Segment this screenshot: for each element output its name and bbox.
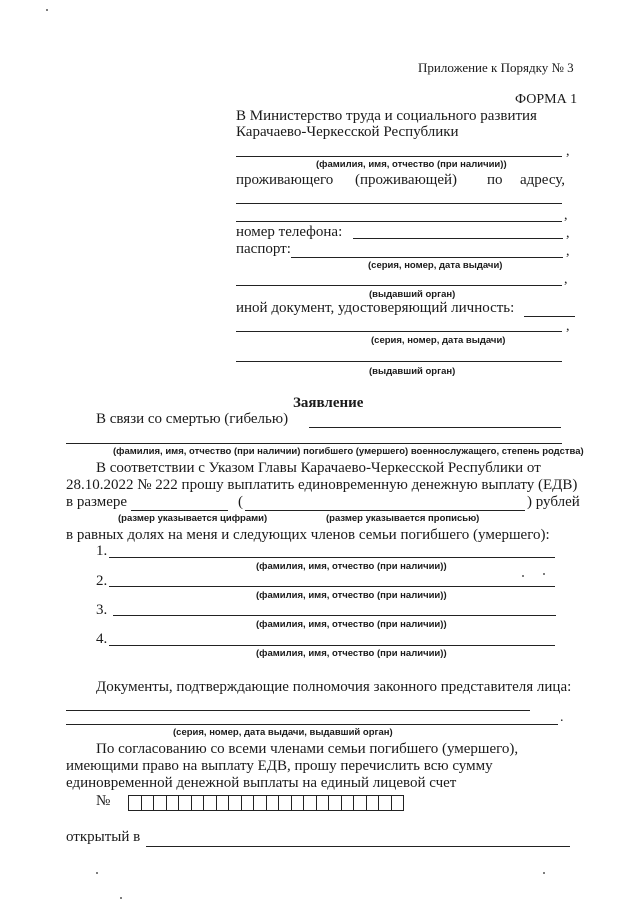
amount-label: в размере xyxy=(66,494,128,510)
passport-issuer-field[interactable] xyxy=(236,285,562,286)
member-3-caption: (фамилия, имя, отчество (при наличии)) xyxy=(256,619,447,630)
representative-docs-field-b[interactable] xyxy=(66,724,558,725)
other-doc-label: иной документ, удостоверяющий личность: xyxy=(236,300,515,316)
consent-line3: единовременной денежной выплаты на единый лицевой счет xyxy=(66,775,457,791)
address-label: адресу, xyxy=(520,172,566,188)
passport-label: паспорт: xyxy=(236,241,291,257)
comma: , xyxy=(566,226,570,241)
comma: , xyxy=(566,144,570,159)
representative-docs-label: Документы, подтверждающие полномочия законного представителя лица: xyxy=(96,679,572,695)
scan-speck xyxy=(543,573,545,575)
comma: , xyxy=(564,208,568,223)
period: . xyxy=(560,710,564,725)
issuer-caption: (выдавший орган) xyxy=(369,289,456,300)
member-3-number: 3. xyxy=(96,602,108,618)
applicant-name-field[interactable] xyxy=(236,156,562,157)
scan-speck xyxy=(543,872,545,874)
address-field-1[interactable] xyxy=(236,203,562,204)
member-3-field[interactable] xyxy=(113,615,556,616)
comma: , xyxy=(566,244,570,259)
words-caption: (размер указывается прописью) xyxy=(326,513,480,524)
other-issuer-caption: (выдавший орган) xyxy=(369,366,456,377)
fio-caption: (фамилия, имя, отчество (при наличии)) xyxy=(316,159,507,170)
consent-line2: имеющими право на выплату ЕДВ, прошу перечислить всю сумму xyxy=(66,758,493,774)
address-field-2[interactable] xyxy=(236,221,562,222)
member-2-field[interactable] xyxy=(109,586,555,587)
other-doc-issuer-field[interactable] xyxy=(236,361,562,362)
deceased-caption: (фамилия, имя, отчество (при наличии) погибшего (умершего) военнослужащего, степень родства) xyxy=(113,446,584,457)
page-title: Заявление xyxy=(293,395,364,411)
member-4-field[interactable] xyxy=(109,645,555,646)
by-label: по xyxy=(487,172,503,188)
digits-caption: (размер указывается цифрами) xyxy=(118,513,268,524)
consent-line1: По согласованию со всеми членами семьи погибшего (умершего), xyxy=(96,741,519,757)
passport-caption: (серия, номер, дата выдачи) xyxy=(368,260,503,271)
member-2-caption: (фамилия, имя, отчество (при наличии)) xyxy=(256,590,447,601)
deceased-field-b[interactable] xyxy=(66,443,562,444)
member-4-number: 4. xyxy=(96,631,108,647)
opened-at-field[interactable] xyxy=(146,846,570,847)
account-number-label: № xyxy=(96,793,111,809)
amount-close: ) рублей xyxy=(527,494,580,510)
other-doc-field-a[interactable] xyxy=(524,316,575,317)
other-doc-field-b[interactable] xyxy=(236,331,562,332)
amount-words-field[interactable] xyxy=(245,510,525,511)
member-4-caption: (фамилия, имя, отчество (при наличии)) xyxy=(256,648,447,659)
comma: , xyxy=(564,272,568,287)
representative-docs-caption: (серия, номер, дата выдачи, выдавший орган) xyxy=(173,727,393,738)
representative-docs-field-a[interactable] xyxy=(66,710,530,711)
phone-field[interactable] xyxy=(353,238,563,239)
account-number-cells[interactable] xyxy=(128,795,404,811)
deceased-field-a[interactable] xyxy=(309,427,561,428)
decree-line2: 28.10.2022 № 222 прошу выплатить единовременную денежную выплату (ЕДВ) xyxy=(66,477,578,493)
opened-at-label: открытый в xyxy=(66,829,141,845)
comma: , xyxy=(566,319,570,334)
member-1-number: 1. xyxy=(96,543,108,559)
amount-digits-field[interactable] xyxy=(131,510,228,511)
residing-label: проживающего xyxy=(236,172,334,188)
member-1-caption: (фамилия, имя, отчество (при наличии)) xyxy=(256,561,447,572)
death-label: В связи со смертью (гибелью) xyxy=(96,411,289,427)
decree-line1: В соответствии с Указом Главы Карачаево-Черкесской Республики от xyxy=(96,460,541,476)
scan-speck xyxy=(96,872,98,874)
member-1-field[interactable] xyxy=(109,557,555,558)
addressee-line1: В Министерство труда и социального развития xyxy=(236,108,537,124)
scan-speck xyxy=(522,575,524,577)
other-doc-caption: (серия, номер, дата выдачи) xyxy=(371,335,506,346)
phone-label: номер телефона: xyxy=(236,224,343,240)
residing-fem-label: (проживающей) xyxy=(355,172,458,188)
shares-text: в равных долях на меня и следующих членов семьи погибшего (умершего): xyxy=(66,527,550,543)
addressee-line2: Карачаево-Черкесской Республики xyxy=(236,124,459,140)
appendix-note: Приложение к Порядку № 3 xyxy=(418,60,574,75)
form-label: ФОРМА 1 xyxy=(515,92,578,107)
amount-open: ( xyxy=(238,494,243,510)
scan-speck xyxy=(46,9,48,11)
member-2-number: 2. xyxy=(96,573,108,589)
scan-speck xyxy=(120,897,122,899)
passport-field[interactable] xyxy=(291,257,563,258)
